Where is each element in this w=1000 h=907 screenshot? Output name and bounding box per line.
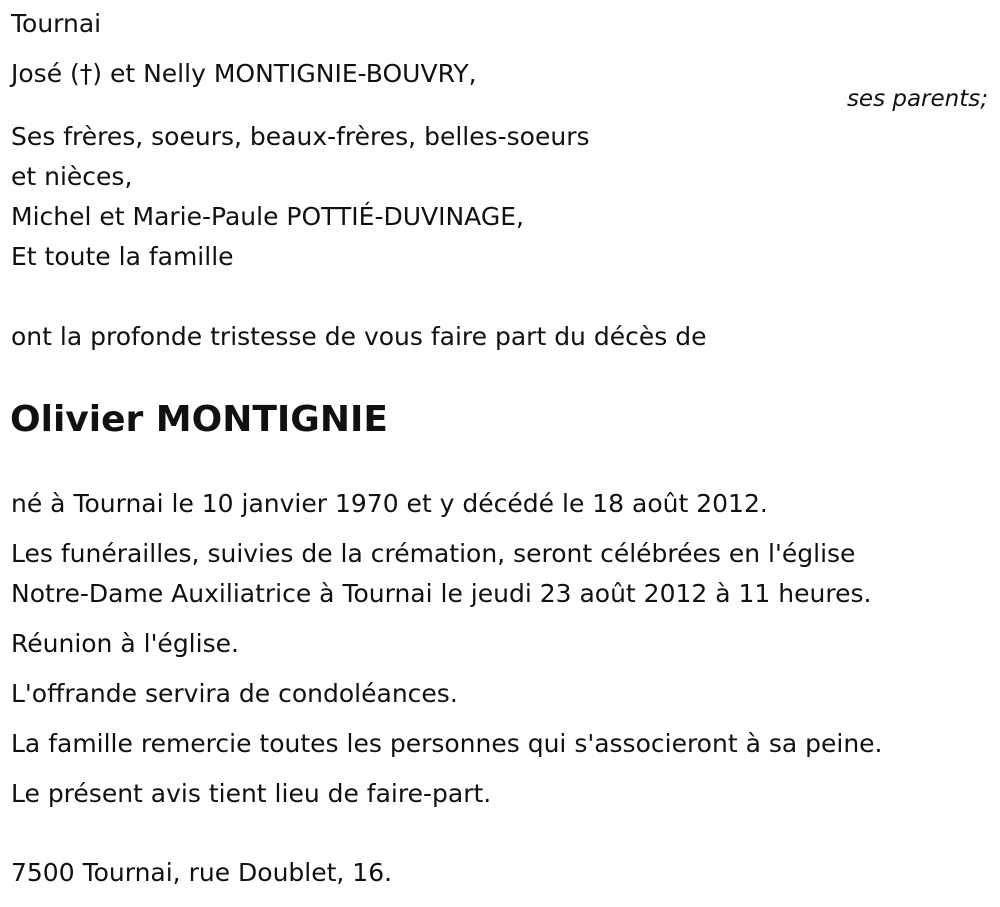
parents-names: José (†) et Nelly MONTIGNIE-BOUVRY, xyxy=(11,59,477,88)
siblings-line-2: et nièces, xyxy=(11,162,133,191)
deceased-name: Olivier MONTIGNIE xyxy=(10,399,388,440)
funeral-line-2: Notre-Dame Auxiliatrice à Tournai le jeudi 23 août 2012 à 11 heures. xyxy=(11,579,872,608)
place-heading: Tournai xyxy=(11,9,102,38)
funeral-line-1: Les funérailles, suivies de la crémation, seront célébrées en l'église xyxy=(11,539,856,568)
whole-family: Et toute la famille xyxy=(11,242,234,271)
meeting-line: Réunion à l'église. xyxy=(11,629,239,658)
offering-line: L'offrande servira de condoléances. xyxy=(11,679,458,708)
thanks-line: La famille remercie toutes les personnes qui s'associeront à sa peine. xyxy=(11,729,883,758)
birth-death-line: né à Tournai le 10 janvier 1970 et y décédé le 18 août 2012. xyxy=(11,489,768,518)
parents-role-label: ses parents; xyxy=(846,86,988,112)
address-line: 7500 Tournai, rue Doublet, 16. xyxy=(11,858,393,887)
announcement-intro: ont la profonde tristesse de vous faire part du décès de xyxy=(11,322,707,351)
notice-line: Le présent avis tient lieu de faire-part. xyxy=(11,779,492,808)
relatives-names: Michel et Marie-Paule POTTIÉ-DUVINAGE, xyxy=(11,202,524,231)
siblings-line-1: Ses frères, soeurs, beaux-frères, belles-soeurs xyxy=(11,122,590,151)
